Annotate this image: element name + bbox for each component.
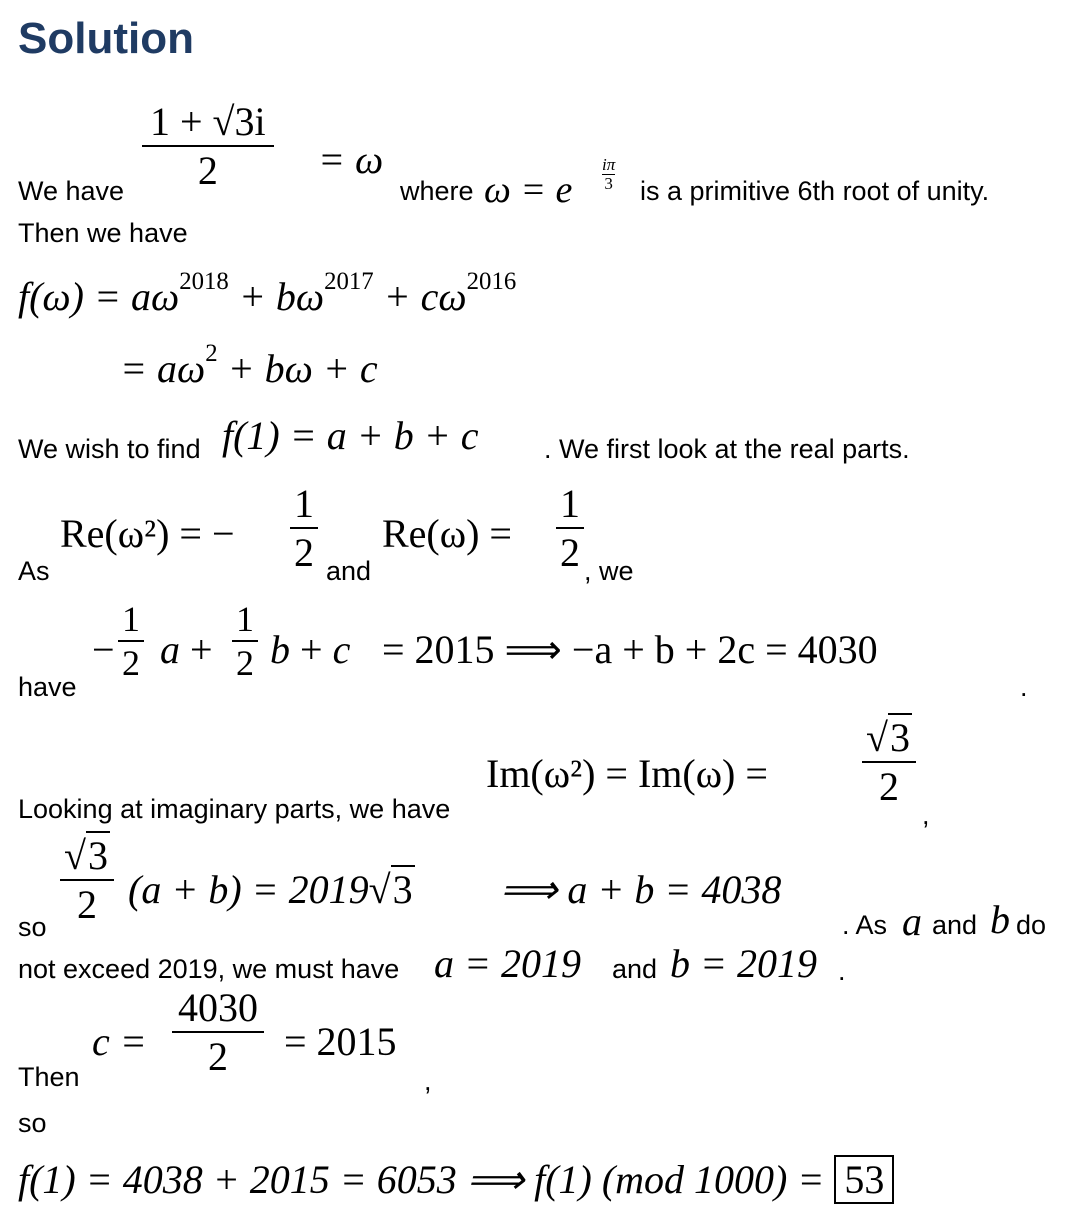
minus-sign: − <box>92 627 115 672</box>
a-plus: a + <box>160 627 213 672</box>
we-text: , we <box>584 556 634 586</box>
answer-box: 53 <box>834 1155 894 1204</box>
we-have-text: We have <box>18 176 125 206</box>
b-plus-c: b + c <box>270 627 351 672</box>
and-text-3: and <box>612 954 658 984</box>
f1-sum: f(1) = a + b + c <box>222 413 479 458</box>
then-we-have-text: Then we have <box>18 218 188 248</box>
f-omega-line1: $f(\omega) = a\omega^{2018} + b\omega^{2017} + c\omega^{2016}$ <box>18 268 517 320</box>
omega-fraction: $\frac{1 + √3i}{2}$ <box>142 98 274 194</box>
im-omega: Im(ω²) = Im(ω) = <box>486 751 768 796</box>
half-fraction: $\frac{1}{2}$ <box>556 480 584 576</box>
equals-omega: = ω <box>318 137 384 182</box>
primitive-root-text: is a primitive 6th root of unity. <box>640 176 990 206</box>
then-text: Then <box>18 1062 80 1092</box>
c-equals: c = <box>92 1019 147 1064</box>
var-b: b <box>990 897 1010 942</box>
final-equation: f(1) = 4038 + 2015 = 6053 ⟹ f(1) (mod 1000) = 53 <box>18 1156 894 1203</box>
period-dot: . <box>1020 672 1028 702</box>
frac-a: $\frac{1}{2}$ <box>118 598 144 684</box>
period-2: . <box>838 956 846 986</box>
b-equals-2019: b = 2019 <box>670 941 817 986</box>
omega-definition: ω = e <box>484 169 573 211</box>
have-text: have <box>18 672 77 702</box>
do-text: do <box>1016 910 1047 940</box>
f-omega-line2: = $a\omega^2 + b\omega + c$ <box>120 340 378 392</box>
not-exceed-text: not exceed 2019, we must have <box>18 954 400 984</box>
exponent-fraction: iπ 3 <box>602 155 616 193</box>
var-a: a <box>902 899 922 944</box>
a-plus-b-result: ⟹ a + b = 4038 <box>500 867 782 912</box>
comma: , <box>922 800 930 830</box>
c-fraction: $\frac{4030}{2}$ <box>172 984 264 1080</box>
re-omega: Re(ω) = <box>382 511 512 556</box>
as-text: As <box>18 556 50 586</box>
real-equation-result: = 2015 ⟹ −a + b + 2c = 4030 <box>382 627 878 672</box>
solution-title: Solution <box>18 14 194 63</box>
so-text-1: so <box>18 912 47 942</box>
real-parts-text: . We first look at the real parts. <box>544 434 910 464</box>
wish-text: We wish to find <box>18 434 201 464</box>
frac-b: $\frac{1}{2}$ <box>232 598 258 684</box>
and-text-2: and <box>932 910 978 940</box>
neg-half-fraction: $\frac{1}{2}$ <box>290 480 318 576</box>
sqrt3-over-2: $\frac{√3}{2}$ <box>862 714 916 810</box>
sqrt3-over-2-coef: $\frac{√3}{2}$ <box>60 832 114 928</box>
im-equation: (a + b) = 2019√3 <box>128 867 413 912</box>
and-text: and <box>326 556 372 586</box>
imaginary-text: Looking at imaginary parts, we have <box>18 794 451 824</box>
comma-2: , <box>424 1066 432 1096</box>
where-text: where <box>400 176 474 206</box>
c-result: = 2015 <box>284 1019 397 1064</box>
so-text-2: so <box>18 1108 47 1138</box>
as-text-2: . As <box>842 910 888 940</box>
a-equals-2019: a = 2019 <box>434 941 581 986</box>
re-omega-squared: Re(ω²) = − <box>60 511 235 556</box>
